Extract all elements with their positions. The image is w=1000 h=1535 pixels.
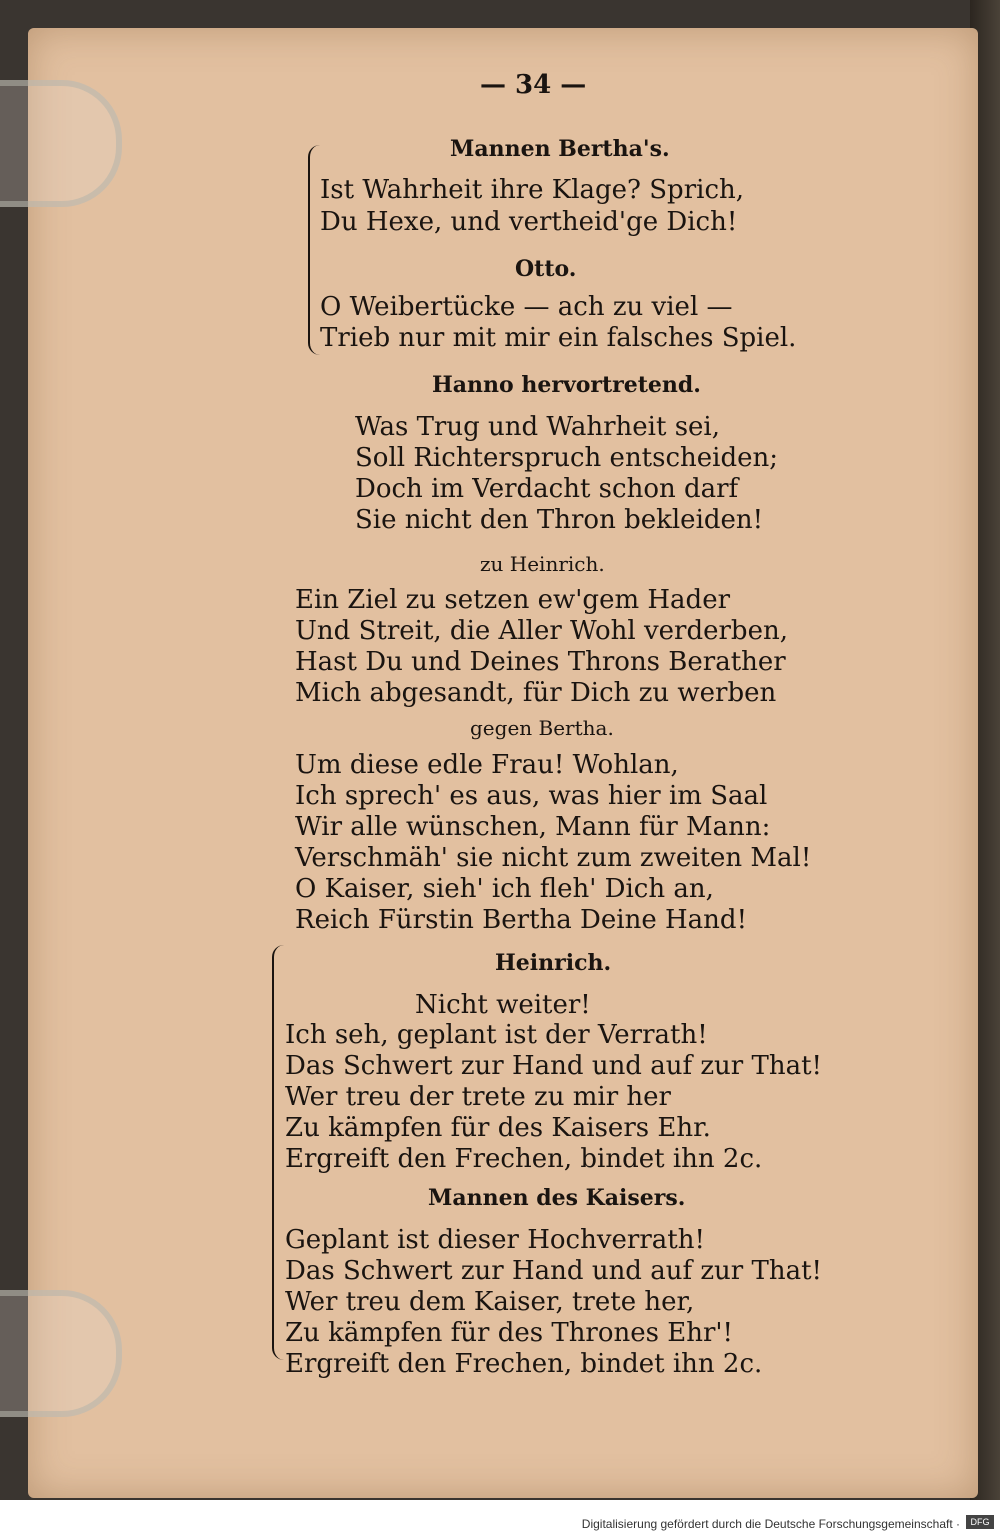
verse-line: Hast Du und Deines Throns Berather	[295, 647, 786, 677]
verse-line: Ich seh, geplant ist der Verrath!	[285, 1020, 708, 1050]
verse-line: Ist Wahrheit ihre Klage? Sprich,	[320, 175, 745, 205]
verse-line: Geplant ist dieser Hochverrath!	[285, 1225, 705, 1255]
verse-line: Ergreift den Frechen, bindet ihn 2c.	[285, 1349, 763, 1379]
verse-line: Um diese edle Frau! Wohlan,	[295, 750, 679, 780]
verse-line: Zu kämpfen für des Thrones Ehr'!	[285, 1318, 734, 1348]
verse-line: Trieb nur mit mir ein falsches Spiel.	[320, 323, 797, 353]
verse-line: Doch im Verdacht schon darf	[355, 474, 739, 504]
verse-line: Das Schwert zur Hand und auf zur That!	[285, 1051, 822, 1081]
verse-line: Das Schwert zur Hand und auf zur That!	[285, 1256, 822, 1286]
verse-line: Wer treu der trete zu mir her	[285, 1082, 671, 1112]
footer-credit: Digitalisierung gefördert durch die Deutsche Forschungsgemeinschaft ·	[581, 1517, 960, 1531]
paper-clip-bottom	[0, 1290, 122, 1417]
page-number: — 34 —	[480, 70, 587, 100]
verse-line: Wir alle wünschen, Mann für Mann:	[295, 812, 771, 842]
speaker-mannen-berthas: Mannen Bertha's.	[450, 136, 670, 162]
verse-line: O Kaiser, sieh' ich fleh' Dich an,	[295, 874, 714, 904]
verse-line: Ich sprech' es aus, was hier im Saal	[295, 781, 768, 811]
speaker-otto: Otto.	[515, 256, 577, 282]
verse-line: Reich Fürstin Bertha Deine Hand!	[295, 905, 748, 935]
verse-line: Ergreift den Frechen, bindet ihn 2c.	[285, 1144, 763, 1174]
verse-line: Zu kämpfen für des Kaisers Ehr.	[285, 1113, 711, 1143]
paper-clip-top	[0, 80, 122, 207]
verse-line: Wer treu dem Kaiser, trete her,	[285, 1287, 695, 1317]
stage-direction: gegen Bertha.	[470, 716, 614, 740]
brace-block3	[272, 945, 284, 1360]
speaker-heinrich: Heinrich.	[495, 950, 612, 976]
verse-line: O Weibertücke — ach zu viel —	[320, 292, 733, 322]
brace-block1	[308, 145, 320, 355]
verse-line: Sie nicht den Thron bekleiden!	[355, 505, 764, 535]
verse-line: Was Trug und Wahrheit sei,	[355, 412, 721, 442]
verse-line: Und Streit, die Aller Wohl verderben,	[295, 616, 788, 646]
verse-line: Du Hexe, und vertheid'ge Dich!	[320, 207, 738, 237]
verse-line: Nicht weiter!	[415, 990, 591, 1020]
speaker-hanno: Hanno hervortretend.	[432, 372, 701, 398]
stage-direction: zu Heinrich.	[480, 552, 605, 576]
speaker-mannen-des-kaisers: Mannen des Kaisers.	[428, 1185, 686, 1211]
verse-line: Verschmäh' sie nicht zum zweiten Mal!	[295, 843, 812, 873]
verse-line: Mich abgesandt, für Dich zu werben	[295, 678, 777, 708]
verse-line: Ein Ziel zu setzen ew'gem Hader	[295, 585, 731, 615]
dfg-logo: DFG	[966, 1515, 994, 1529]
verse-line: Soll Richterspruch entscheiden;	[355, 443, 779, 473]
